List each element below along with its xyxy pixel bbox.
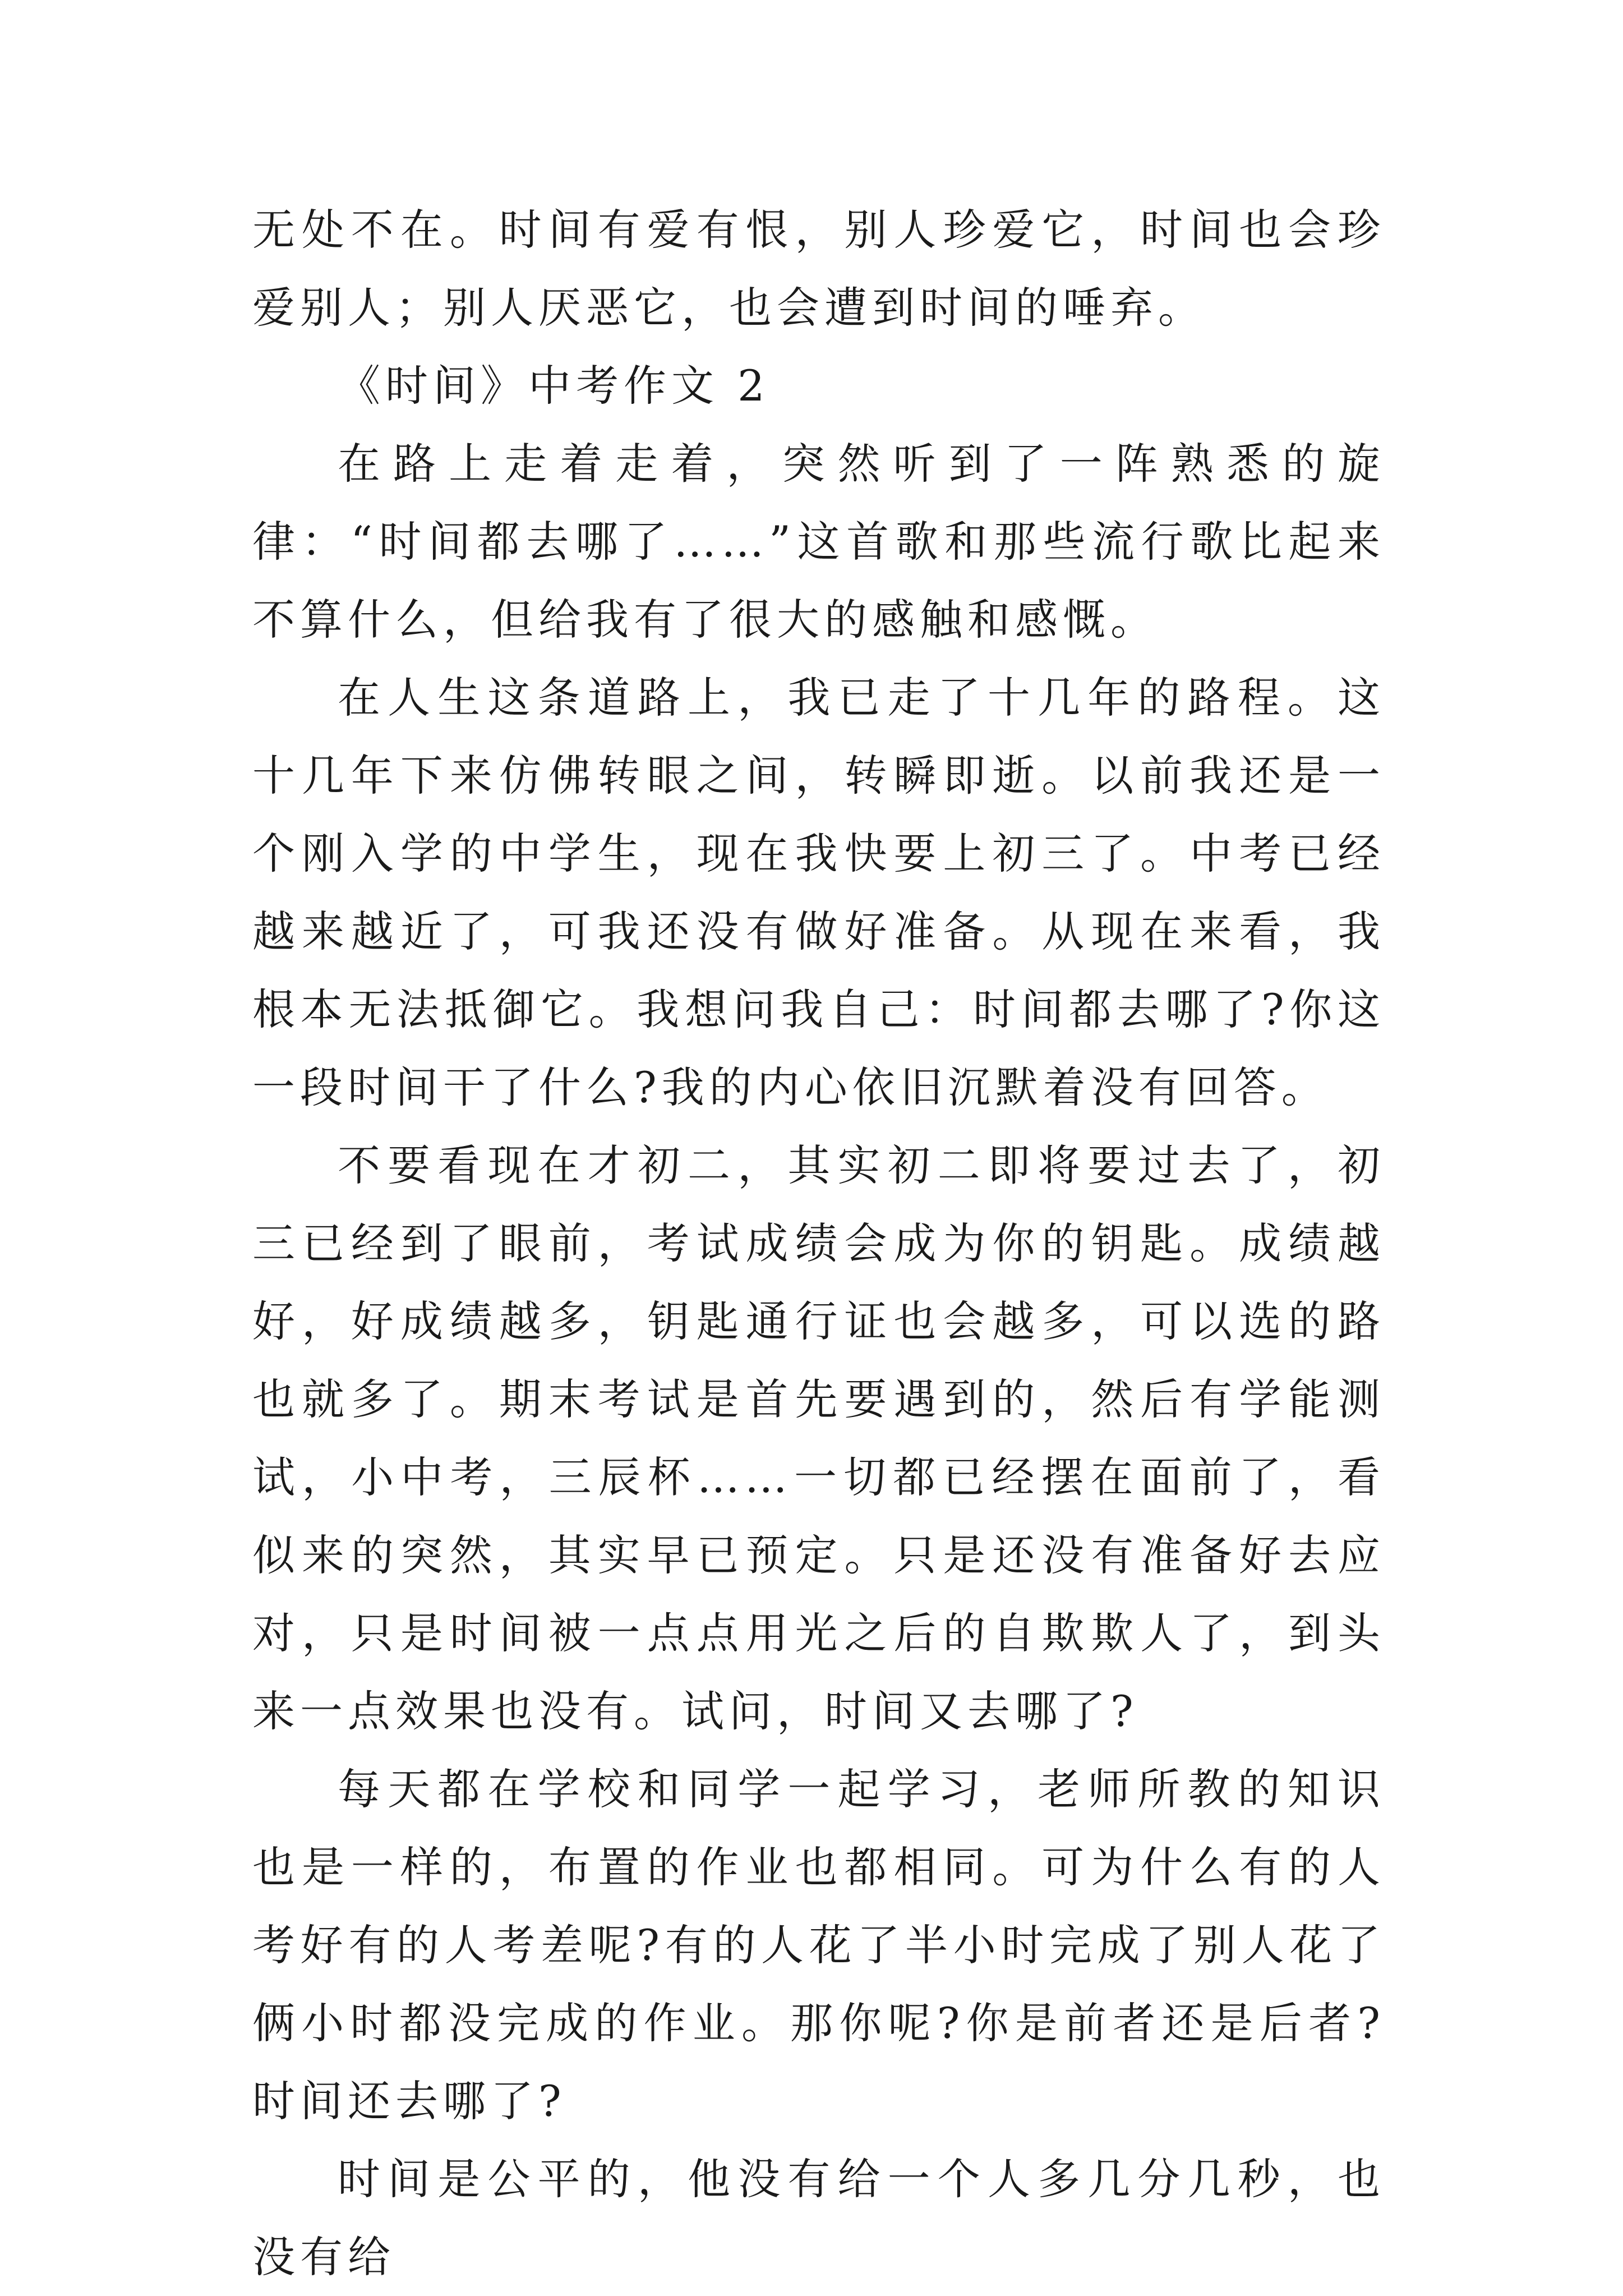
paragraph: 不要看现在才初二，其实初二即将要过去了，初三已经到了眼前，考试成绩会成为你的钥匙。成绩越好，好成绩越多，钥匙通行证也会越多，可以选的路也就多了。期末考试是首先要遇到的，然后有学能测试，小中考，三辰杯……一切都已经摆在面前了，看似来的突然，其实早已预定。只是还没有准备好去应对，只是时间被一点点用光之后的自欺欺人了，到头来一点效果也没有。试问，时间又去哪了? — [252, 1140, 1385, 1736]
paragraph: 每天都在学校和同学一起学习，老师所教的知识也是一样的，布置的作业也都相同。可为什么有的人考好有的人考差呢?有的人花了半小时完成了别人花了俩小时都没完成的作业。那你呢?你是前者还是后者?时间还去哪了? — [252, 1764, 1385, 2126]
essay-title: 《时间》中考作文 2 — [338, 361, 770, 411]
paragraph-continuation: 无处不在。时间有爱有恨，别人珍爱它，时间也会珍爱别人；别人厌恶它，也会遭到时间的唾弃。 — [252, 205, 1385, 333]
essay-body — [252, 191, 1385, 2296]
paragraph: 在路上走着走着，突然听到了一阵熟悉的旋律：“时间都去哪了……”这首歌和那些流行歌比起来不算什么，但给我有了很大的感触和感慨。 — [252, 439, 1385, 645]
paragraph-truncated: 时间是公平的，他没有给一个人多几分几秒，也没有给 — [252, 2154, 1385, 2282]
paragraph: 在人生这条道路上，我已走了十几年的路程。这十几年下来仿佛转眼之间，转瞬即逝。以前我还是一个刚入学的中学生，现在我快要上初三了。中考已经越来越近了，可我还没有做好准备。从现在来看，我根本无法抵御它。我想问我自己：时间都去哪了?你这一段时间干了什么?我的内心依旧沉默着没有回答。 — [252, 673, 1385, 1112]
